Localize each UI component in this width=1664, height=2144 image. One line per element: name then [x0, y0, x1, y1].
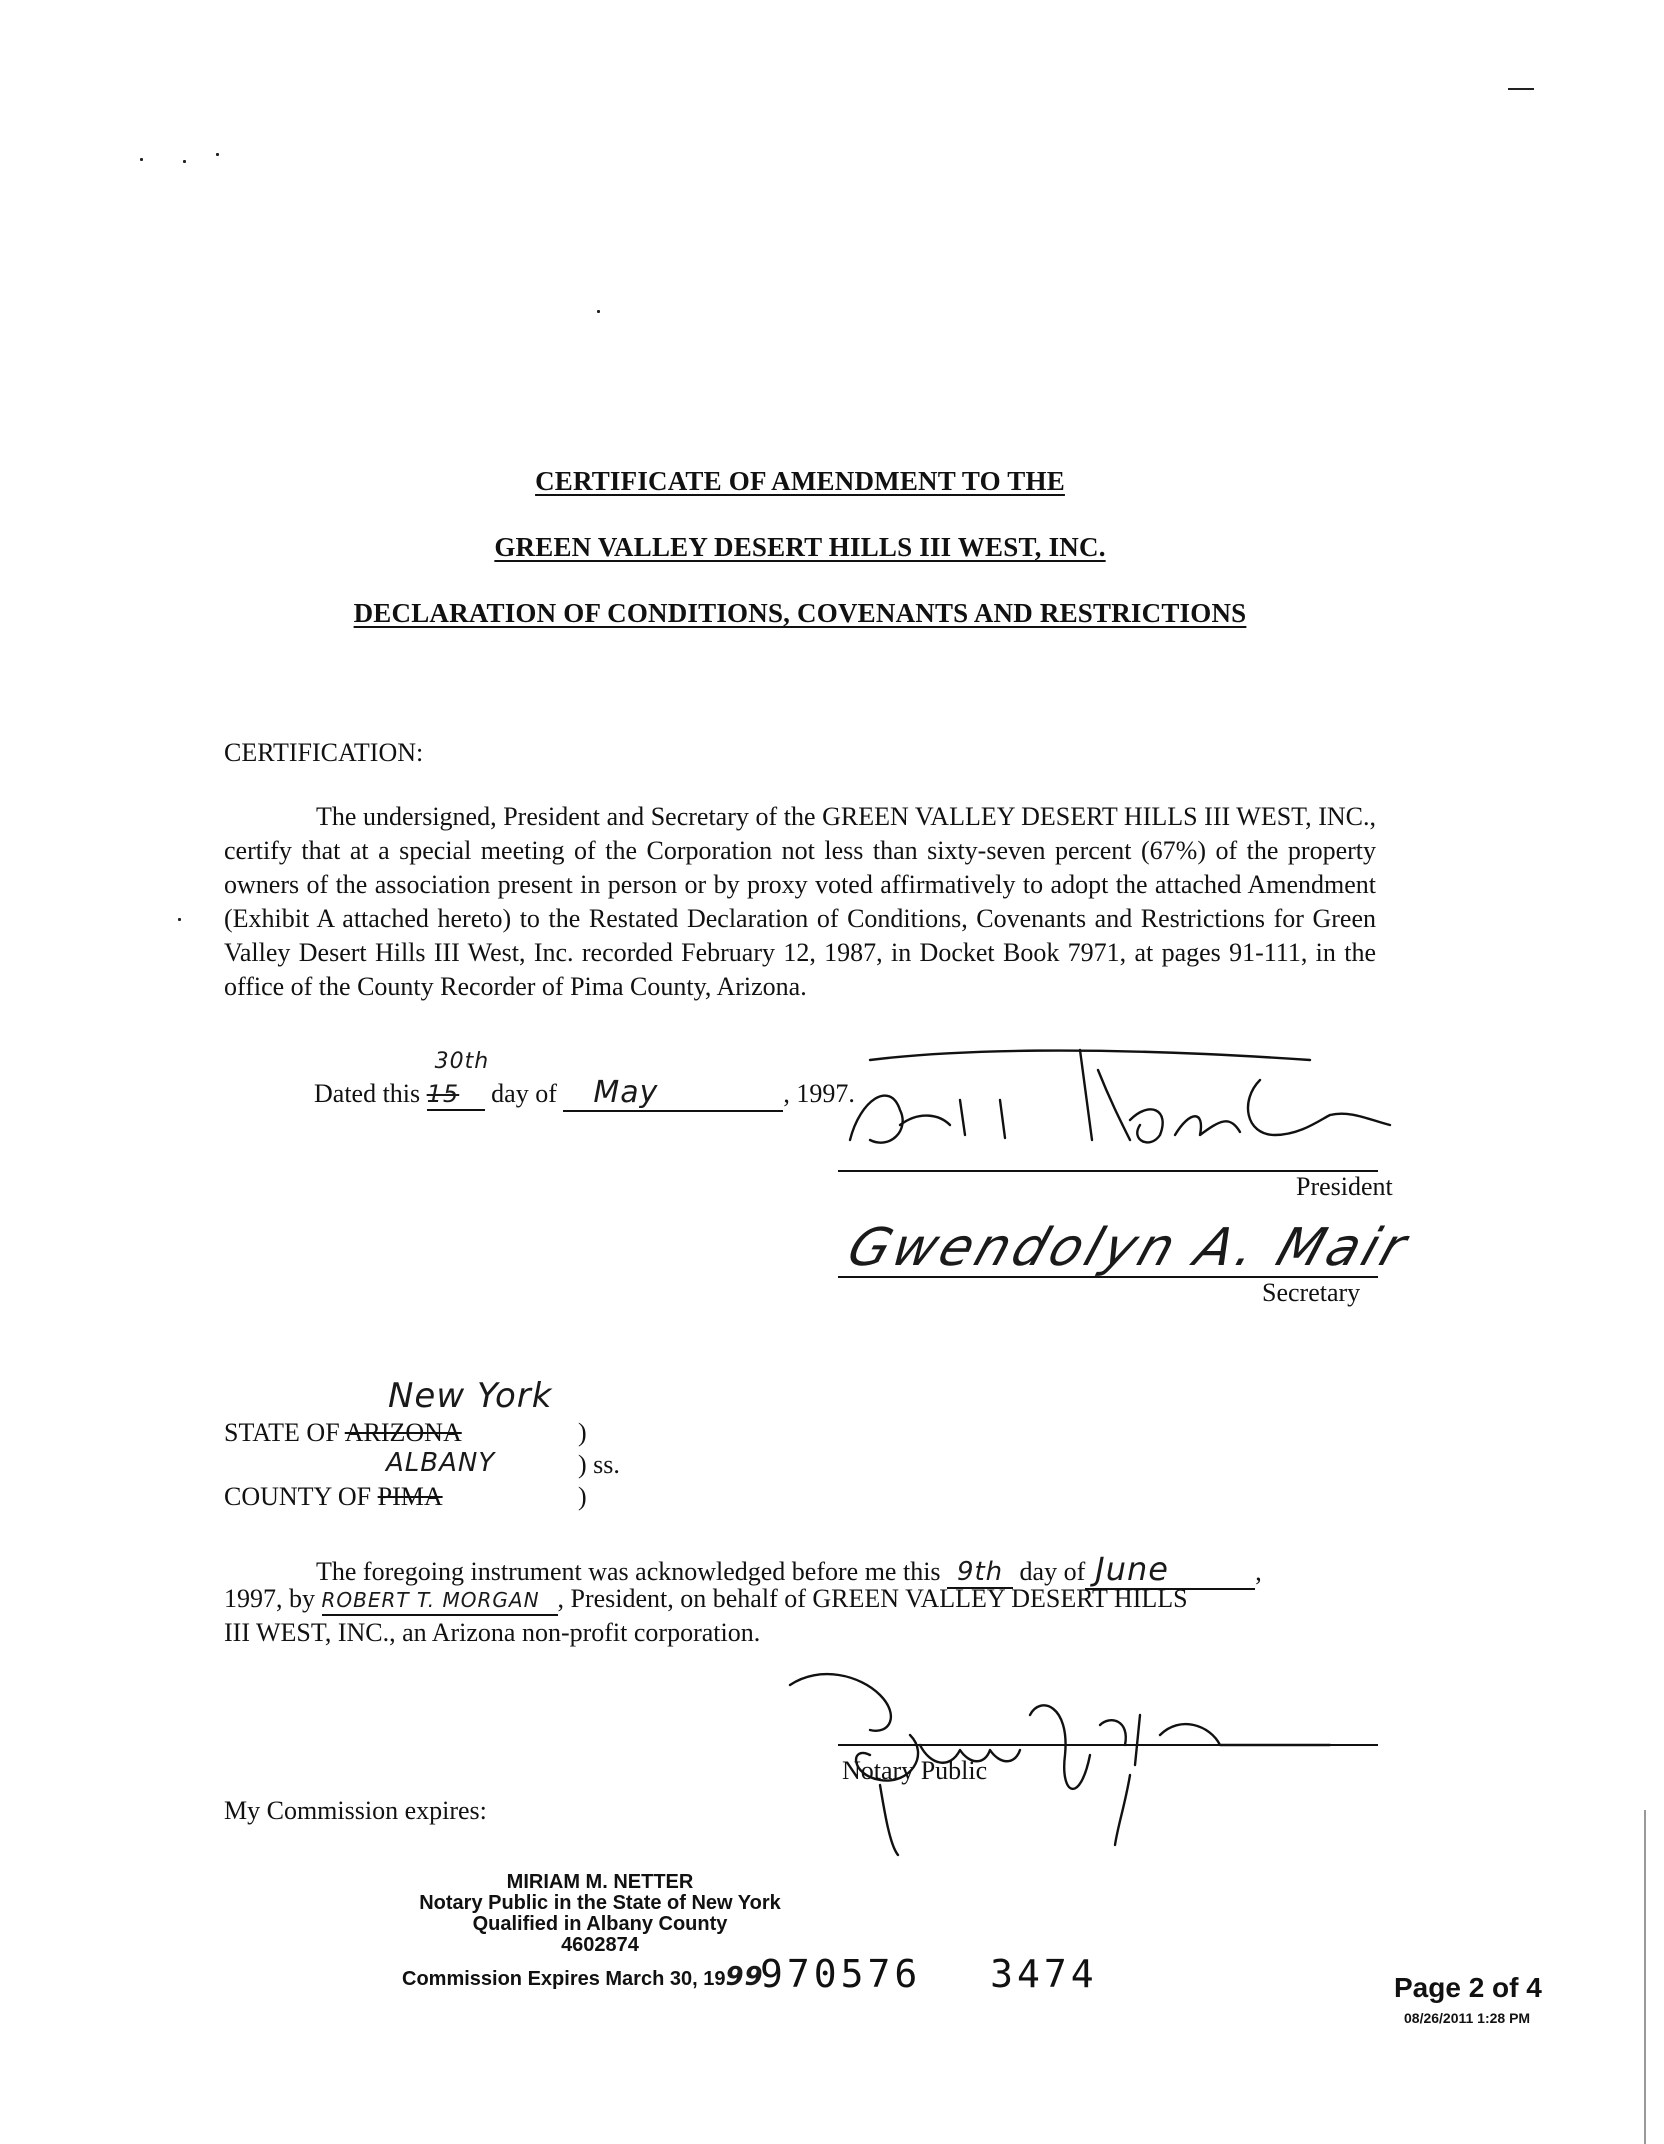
scan-speck — [140, 158, 143, 161]
ack-part4: , President, on behalf of GREEN VALLEY DESERT HILLS — [557, 1584, 1188, 1613]
dated-prefix: Dated this — [314, 1079, 421, 1108]
dated-day-struck: 15 — [426, 1080, 460, 1108]
president-signature — [830, 1040, 1410, 1170]
dated-mid: day of — [491, 1079, 557, 1108]
dated-line — [314, 1049, 855, 1112]
title-line-3: DECLARATION OF CONDITIONS, COVENANTS AND RESTRICTIONS — [353, 598, 1247, 628]
stamp-expires-text: Commission Expires March 30, 19 — [402, 1968, 726, 1990]
state-original-struck: ARIZONA — [344, 1418, 462, 1447]
certification-body: The undersigned, President and Secretary of the GREEN VALLEY DESERT HILLS III WEST, INC., certify that at a special meeting of the Corporation not less than sixty-seven percent (67%) of the property owners of the association present in person or by proxy voted affirmatively to adopt the attached Amendment (Exhibit A attached hereto) to the Restated Declaration of Conditions, Covenants and Restrictions for Green Valley Desert Hills III West, Inc. recorded February 12, 1987, in Docket Book 7971, at pages 91-111, in the office of the County Recorder of Pima County, Arizona. — [224, 802, 1376, 1001]
scan-speck — [178, 918, 181, 921]
venue-ss: ) ss. — [578, 1450, 620, 1479]
president-label: President — [1296, 1172, 1393, 1201]
title-line-1: CERTIFICATE OF AMENDMENT TO THE — [535, 466, 1065, 496]
document-number — [760, 1952, 1098, 1996]
dated-month-handwritten: May — [593, 1075, 659, 1110]
document-number-part2: 3474 — [990, 1952, 1098, 1996]
dated-year: , 1997. — [783, 1079, 855, 1108]
venue-paren-open: ) — [578, 1418, 587, 1447]
scan-speck — [216, 153, 219, 156]
dated-month-blank — [563, 1075, 783, 1112]
notary-signature-line — [838, 1744, 1378, 1746]
venue-paren-close: ) — [578, 1482, 587, 1511]
scan-speck — [597, 310, 600, 313]
county-handwritten: ALBANY — [386, 1448, 496, 1478]
county-original-struck: PIMA — [377, 1482, 443, 1511]
notary-stamp — [390, 1872, 810, 1956]
ack-part3: , — [1255, 1557, 1262, 1586]
ack-name-blank — [322, 1584, 558, 1616]
commission-label: My Commission expires: — [224, 1796, 487, 1825]
ack-month-handwritten: June — [1095, 1550, 1169, 1588]
stamp-county: Qualified in Albany County — [472, 1913, 728, 1935]
scan-speck — [183, 160, 186, 163]
ack-part1: The foregoing instrument was acknowledged before me this — [316, 1557, 941, 1586]
state-line — [224, 1418, 462, 1448]
secretary-signature: Gwendolyn A. Mair — [840, 1218, 1418, 1278]
notary-label: Notary Public — [842, 1756, 988, 1785]
title-line-2: GREEN VALLEY DESERT HILLS III WEST, INC. — [494, 532, 1106, 562]
print-timestamp: 08/26/2011 1:28 PM — [1404, 2010, 1531, 2026]
secretary-label: Secretary — [1262, 1278, 1361, 1307]
stamp-title: Notary Public in the State of New York — [419, 1892, 781, 1914]
ack-name-handwritten: ROBERT T. MORGAN — [321, 1588, 540, 1612]
ack-year-prefix: 1997, by — [224, 1584, 315, 1613]
stamp-number: 4602874 — [561, 1934, 639, 1956]
dated-day-handwritten: 30th — [434, 1049, 490, 1074]
stamp-expires — [402, 1962, 764, 1992]
stamp-year-handwritten: 99 — [725, 1962, 764, 1992]
ack-day-handwritten: 9th — [956, 1557, 1004, 1587]
stamp-name: MIRIAM M. NETTER — [506, 1871, 694, 1893]
scan-mark — [1508, 88, 1534, 90]
notary-signature — [780, 1655, 1340, 1855]
state-handwritten: New York — [388, 1376, 553, 1416]
county-prefix: COUNTY OF — [224, 1482, 372, 1511]
acknowledgment-line-2 — [224, 1584, 1188, 1616]
state-prefix: STATE OF — [224, 1418, 340, 1447]
certification-heading: CERTIFICATION: — [224, 738, 424, 767]
page-number: Page 2 of 4 — [1394, 1972, 1542, 2003]
certification-paragraph — [224, 800, 1376, 1004]
document-number-part1: 970576 — [760, 1952, 922, 1996]
scan-edge — [1644, 1810, 1646, 2144]
county-line — [224, 1482, 443, 1512]
dated-day-blank — [426, 1049, 490, 1111]
ack-part2: day of — [1019, 1557, 1086, 1586]
acknowledgment-line-3: III WEST, INC., an Arizona non-profit corporation. — [224, 1618, 761, 1647]
